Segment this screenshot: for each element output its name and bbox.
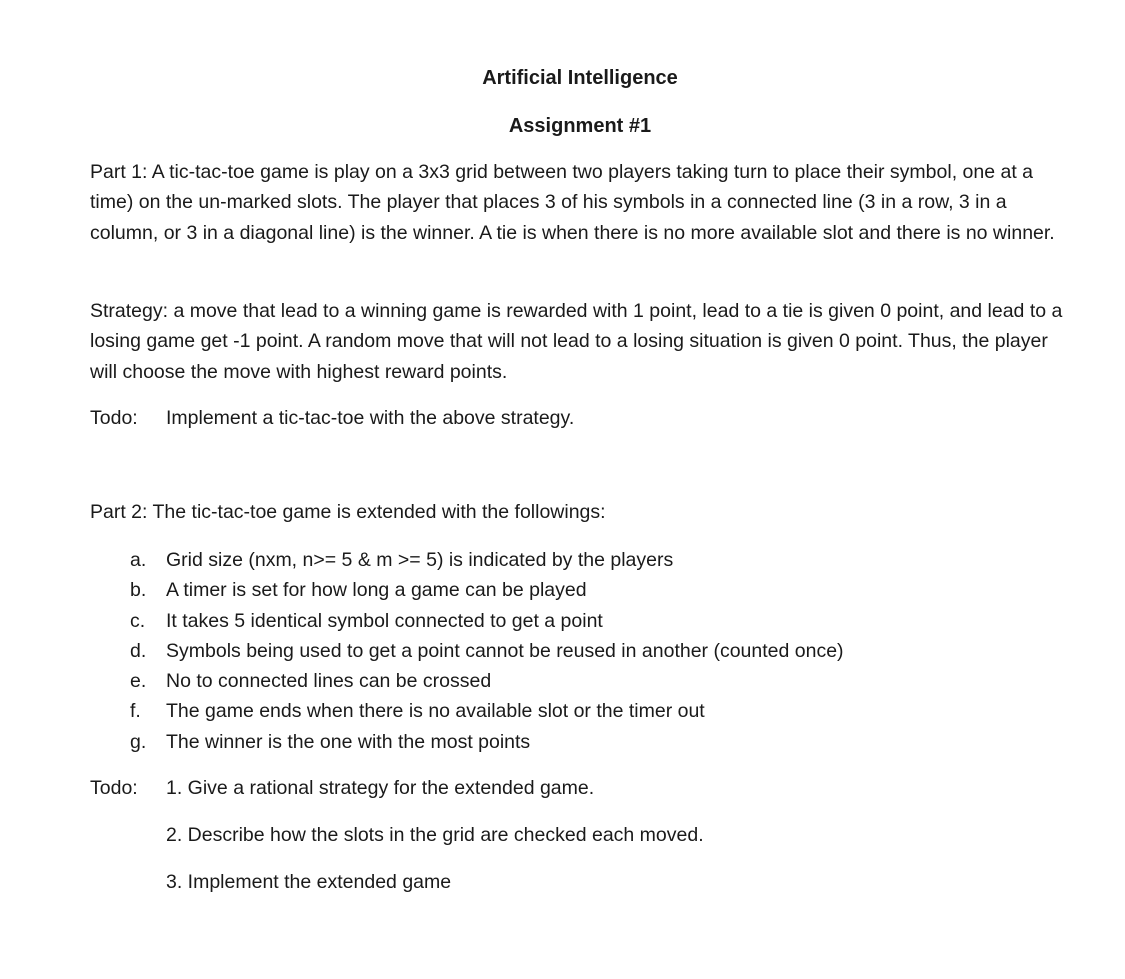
list-item-text: Grid size (nxm, n>= 5 & m >= 5) is indicated by the players	[166, 549, 674, 571]
list-marker: d.	[130, 639, 147, 662]
todo-item: 1. Give a rational strategy for the extended game.	[166, 777, 595, 799]
assignment-heading: Assignment #1	[508, 115, 652, 137]
list-item-text: The winner is the one with the most points	[166, 730, 531, 753]
list-item-text: A timer is set for how long a game can be played	[166, 579, 587, 602]
list-item-text: No to connected lines can be crossed	[166, 670, 492, 693]
document-title: Artificial Intelligence	[482, 67, 678, 89]
list-marker: e.	[130, 670, 147, 693]
todo-item: 3. Implement the extended game	[166, 871, 452, 893]
todo-item: 2. Describe how the slots in the grid are checked each moved.	[166, 824, 704, 846]
part1-strategy: Strategy: a move that lead to a winning game is rewarded with 1 point, lead to a tie is given 0 point, and lead to a losing game get -1 point. A random move that will not lead to a losing situation is given 0 point. Thus, the player will choose the move with highest reward points.	[90, 300, 1063, 383]
list-marker: b.	[130, 579, 147, 602]
todo-text: Implement a tic-tac-toe with the above strategy.	[166, 407, 575, 429]
list-marker: f.	[130, 700, 141, 723]
todo-label: Todo:	[90, 407, 138, 429]
todo-label: Todo:	[90, 777, 138, 799]
list-item-text: It takes 5 identical symbol connected to get a point	[166, 609, 603, 632]
list-marker: g.	[130, 730, 147, 753]
list-marker: a.	[130, 549, 147, 571]
part2-intro: Part 2: The tic-tac-toe game is extended with the followings:	[90, 501, 606, 523]
list-item-text: Symbols being used to get a point cannot be reused in another (counted once)	[166, 639, 844, 662]
list-item-text: The game ends when there is no available slot or the timer out	[166, 700, 705, 723]
list-marker: c.	[130, 609, 146, 632]
part1-description: Part 1: A tic-tac-toe game is play on a 3x3 grid between two players taking turn to place their symbol, one at a time) on the un-marked slots. The player that places 3 of his symbols in a connected line (3 in a row, 3 in a column, or 3 in a diagonal line) is the winner. A tie is when there is no more available slot and there is no winner.	[90, 161, 1055, 244]
